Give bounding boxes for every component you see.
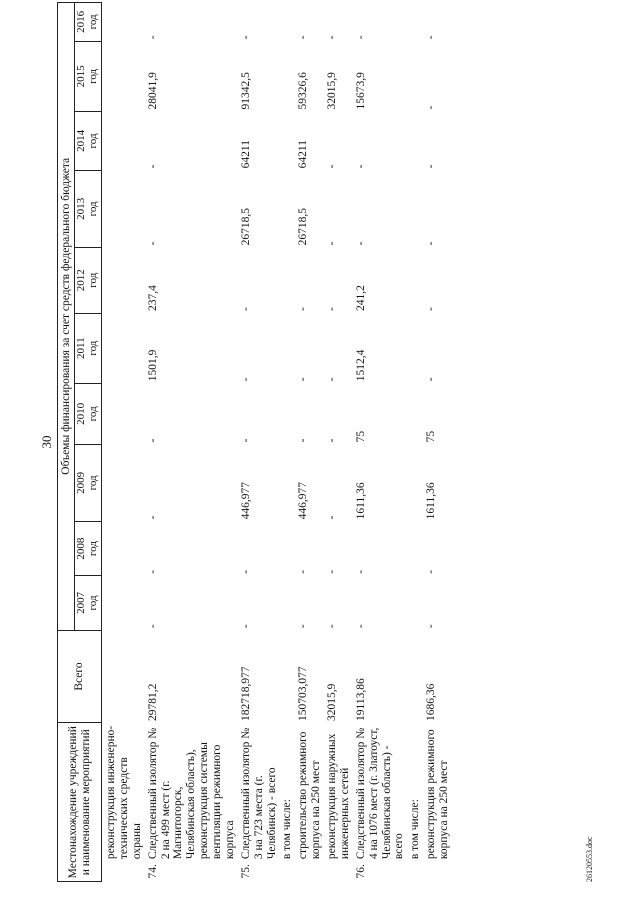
row-value-year-7: -: [146, 164, 159, 169]
row-number: [422, 861, 451, 881]
row-number: 75.: [239, 864, 252, 879]
row-value-year-1: -: [239, 569, 252, 574]
row-value-year-5: -: [239, 307, 252, 312]
budget-table: [57, 2, 451, 882]
table-row: [237, 3, 279, 882]
row-value-year-1: -: [297, 569, 310, 574]
row-total: 150703,077: [297, 666, 310, 721]
row-total: [278, 630, 294, 723]
row-title: реконструкция инженерно-технических средств охраны: [105, 725, 143, 860]
row-title: Следственный изолятор № 4 на 1076 мест (г. Златоуст, Челябинская область) - всего: [354, 727, 406, 860]
table-row: [352, 3, 407, 882]
row-value-year-2: -: [326, 515, 338, 520]
row-value-year-5: [278, 247, 294, 313]
header-year-9: 2016 год: [75, 3, 102, 42]
row-value-year-4: -: [297, 377, 310, 382]
row-value-year-2: 1611,36: [425, 482, 438, 520]
row-title: реконструкция режимного корпуса на 250 мест: [425, 729, 450, 860]
row-value-year-5: [406, 247, 422, 313]
row-value-year-9: -: [239, 35, 252, 40]
row-value-year-7: -: [425, 164, 438, 169]
row-value-year-3: [278, 383, 294, 444]
row-value-year-4: [278, 313, 294, 383]
row-value-year-4: -: [326, 377, 338, 382]
header-total-col: Всего: [58, 630, 102, 723]
row-number: [406, 861, 422, 881]
row-value-year-6: [278, 170, 294, 247]
row-value-year-2: [406, 444, 422, 521]
row-title: в том числе:: [409, 799, 422, 860]
row-value-year-6: [406, 170, 422, 247]
row-number: 76.: [354, 864, 367, 879]
table-row: [278, 3, 294, 882]
row-total: 182718,977: [239, 666, 252, 721]
row-value-year-7: [278, 111, 294, 170]
row-value-year-4: 1501,9: [146, 349, 159, 382]
header-year-6: 2013 год: [75, 170, 102, 247]
row-total: 1686,36: [425, 683, 438, 721]
row-total: 32015,9: [326, 683, 338, 721]
footer-filename: 26120553.doc: [585, 836, 594, 882]
row-number: [278, 861, 294, 881]
table-row: [323, 3, 352, 882]
header-year-8: 2015 год: [75, 41, 102, 111]
row-value-year-5: -: [297, 307, 310, 312]
row-value-year-7: [406, 111, 422, 170]
row-value-year-9: [278, 3, 294, 42]
row-value-year-3: -: [326, 438, 338, 443]
row-value-year-8: 59326,6: [297, 72, 310, 110]
header-year-0: 2007 год: [75, 576, 102, 630]
row-value-year-8: 15673,9: [354, 72, 367, 110]
row-value-year-6: -: [146, 241, 159, 246]
row-value-year-0: -: [326, 624, 338, 629]
row-number: [294, 861, 323, 881]
row-value-year-5: -: [326, 307, 338, 312]
row-value-year-8: [406, 41, 422, 111]
row-title: Следственный изолятор № 3 на 723 места (г. Челябинск) - всего: [239, 727, 278, 860]
table-row: [144, 3, 237, 882]
row-title: Следственный изолятор № 2 на 499 мест (г. Магнитогорск, Челябинская область), реконструкция системы вентиляции режимного корпуса: [146, 727, 236, 860]
header-name-col: Местонахождение учреждений и наименование мероприятий: [58, 723, 102, 882]
row-number: 74.: [146, 864, 159, 879]
row-value-year-9: -: [326, 35, 338, 40]
row-value-year-6: 26718,5: [239, 207, 252, 246]
row-value-year-0: [406, 576, 422, 630]
row-value-year-4: [102, 313, 144, 383]
row-value-year-3: [102, 383, 144, 444]
row-title: реконструкция наружных инженерных сетей: [326, 733, 351, 860]
header-year-1: 2008 год: [75, 521, 102, 575]
row-value-year-8: [278, 41, 294, 111]
table-row: [422, 3, 451, 882]
row-value-year-5: 237,4: [146, 285, 159, 312]
row-value-year-4: 1512,4: [354, 349, 367, 382]
row-value-year-2: [102, 444, 144, 521]
header-row-top: [58, 3, 75, 882]
row-value-year-6: -: [425, 241, 438, 246]
row-value-year-8: -: [425, 105, 438, 110]
row-value-year-0: [278, 576, 294, 630]
row-value-year-9: -: [297, 35, 310, 40]
header-year-3: 2010 год: [75, 383, 102, 444]
row-value-year-9: -: [425, 35, 438, 40]
row-value-year-2: 1611,36: [354, 482, 367, 520]
row-number: [102, 861, 144, 881]
row-total: [406, 630, 422, 723]
row-value-year-2: -: [146, 515, 159, 520]
row-value-year-7: -: [354, 164, 367, 169]
row-value-year-5: 241,2: [354, 285, 367, 312]
row-value-year-5: [102, 247, 144, 313]
row-number: [323, 861, 352, 881]
row-value-year-2: 446,977: [239, 482, 252, 520]
row-value-year-9: -: [354, 35, 367, 40]
row-value-year-9: -: [146, 35, 159, 40]
header-funding-group: Объемы финансирования за счет средств федерального бюджета: [58, 3, 75, 631]
row-value-year-6: -: [354, 241, 367, 246]
row-total: 29781,2: [146, 683, 159, 721]
row-value-year-5: -: [425, 307, 438, 312]
row-value-year-7: -: [326, 164, 338, 169]
row-value-year-3: -: [146, 438, 159, 443]
row-value-year-0: [102, 576, 144, 630]
row-value-year-3: -: [297, 438, 310, 443]
row-value-year-3: -: [239, 438, 252, 443]
row-value-year-1: [406, 521, 422, 575]
table-row: [294, 3, 323, 882]
row-value-year-4: -: [239, 377, 252, 382]
row-value-year-0: -: [354, 624, 367, 629]
row-value-year-9: [102, 3, 144, 42]
row-value-year-8: 28041,9: [146, 72, 159, 110]
row-value-year-2: [278, 444, 294, 521]
row-total: 19113,86: [354, 678, 367, 721]
row-value-year-0: -: [146, 624, 159, 629]
table-body: [102, 3, 451, 882]
row-value-year-3: [406, 383, 422, 444]
row-value-year-1: -: [146, 569, 159, 574]
row-value-year-1: -: [354, 569, 367, 574]
table-row: [102, 3, 144, 882]
row-total: [102, 630, 144, 723]
row-value-year-2: 446,977: [297, 482, 310, 520]
row-value-year-0: -: [297, 624, 310, 629]
row-value-year-0: -: [239, 624, 252, 629]
row-value-year-7: [102, 111, 144, 170]
document-sheet: [37, 2, 597, 882]
row-value-year-6: 26718,5: [297, 207, 310, 246]
row-title: в том числе:: [281, 799, 294, 860]
row-value-year-6: -: [326, 241, 338, 246]
header-year-2: 2009 год: [75, 444, 102, 521]
row-value-year-1: -: [326, 569, 338, 574]
row-value-year-1: [278, 521, 294, 575]
row-value-year-3: 75: [425, 430, 438, 443]
row-value-year-7: 64211: [297, 140, 310, 169]
row-value-year-7: 64211: [239, 140, 252, 169]
row-value-year-8: 91342,5: [239, 72, 252, 110]
row-value-year-4: [406, 313, 422, 383]
row-title: строительство режимного корпуса на 250 мест: [297, 731, 323, 860]
row-value-year-3: 75: [354, 430, 367, 443]
row-value-year-8: [102, 41, 144, 111]
table-row: [406, 3, 422, 882]
header-year-5: 2012 год: [75, 247, 102, 313]
row-value-year-9: [406, 3, 422, 42]
header-year-7: 2014 год: [75, 111, 102, 170]
page-number: 30: [39, 435, 54, 449]
row-value-year-1: [102, 521, 144, 575]
row-value-year-1: -: [425, 569, 438, 574]
row-value-year-0: -: [425, 624, 438, 629]
row-value-year-6: [102, 170, 144, 247]
header-year-4: 2011 год: [75, 313, 102, 383]
row-value-year-4: -: [425, 377, 438, 382]
row-value-year-8: 32015,9: [326, 72, 338, 110]
